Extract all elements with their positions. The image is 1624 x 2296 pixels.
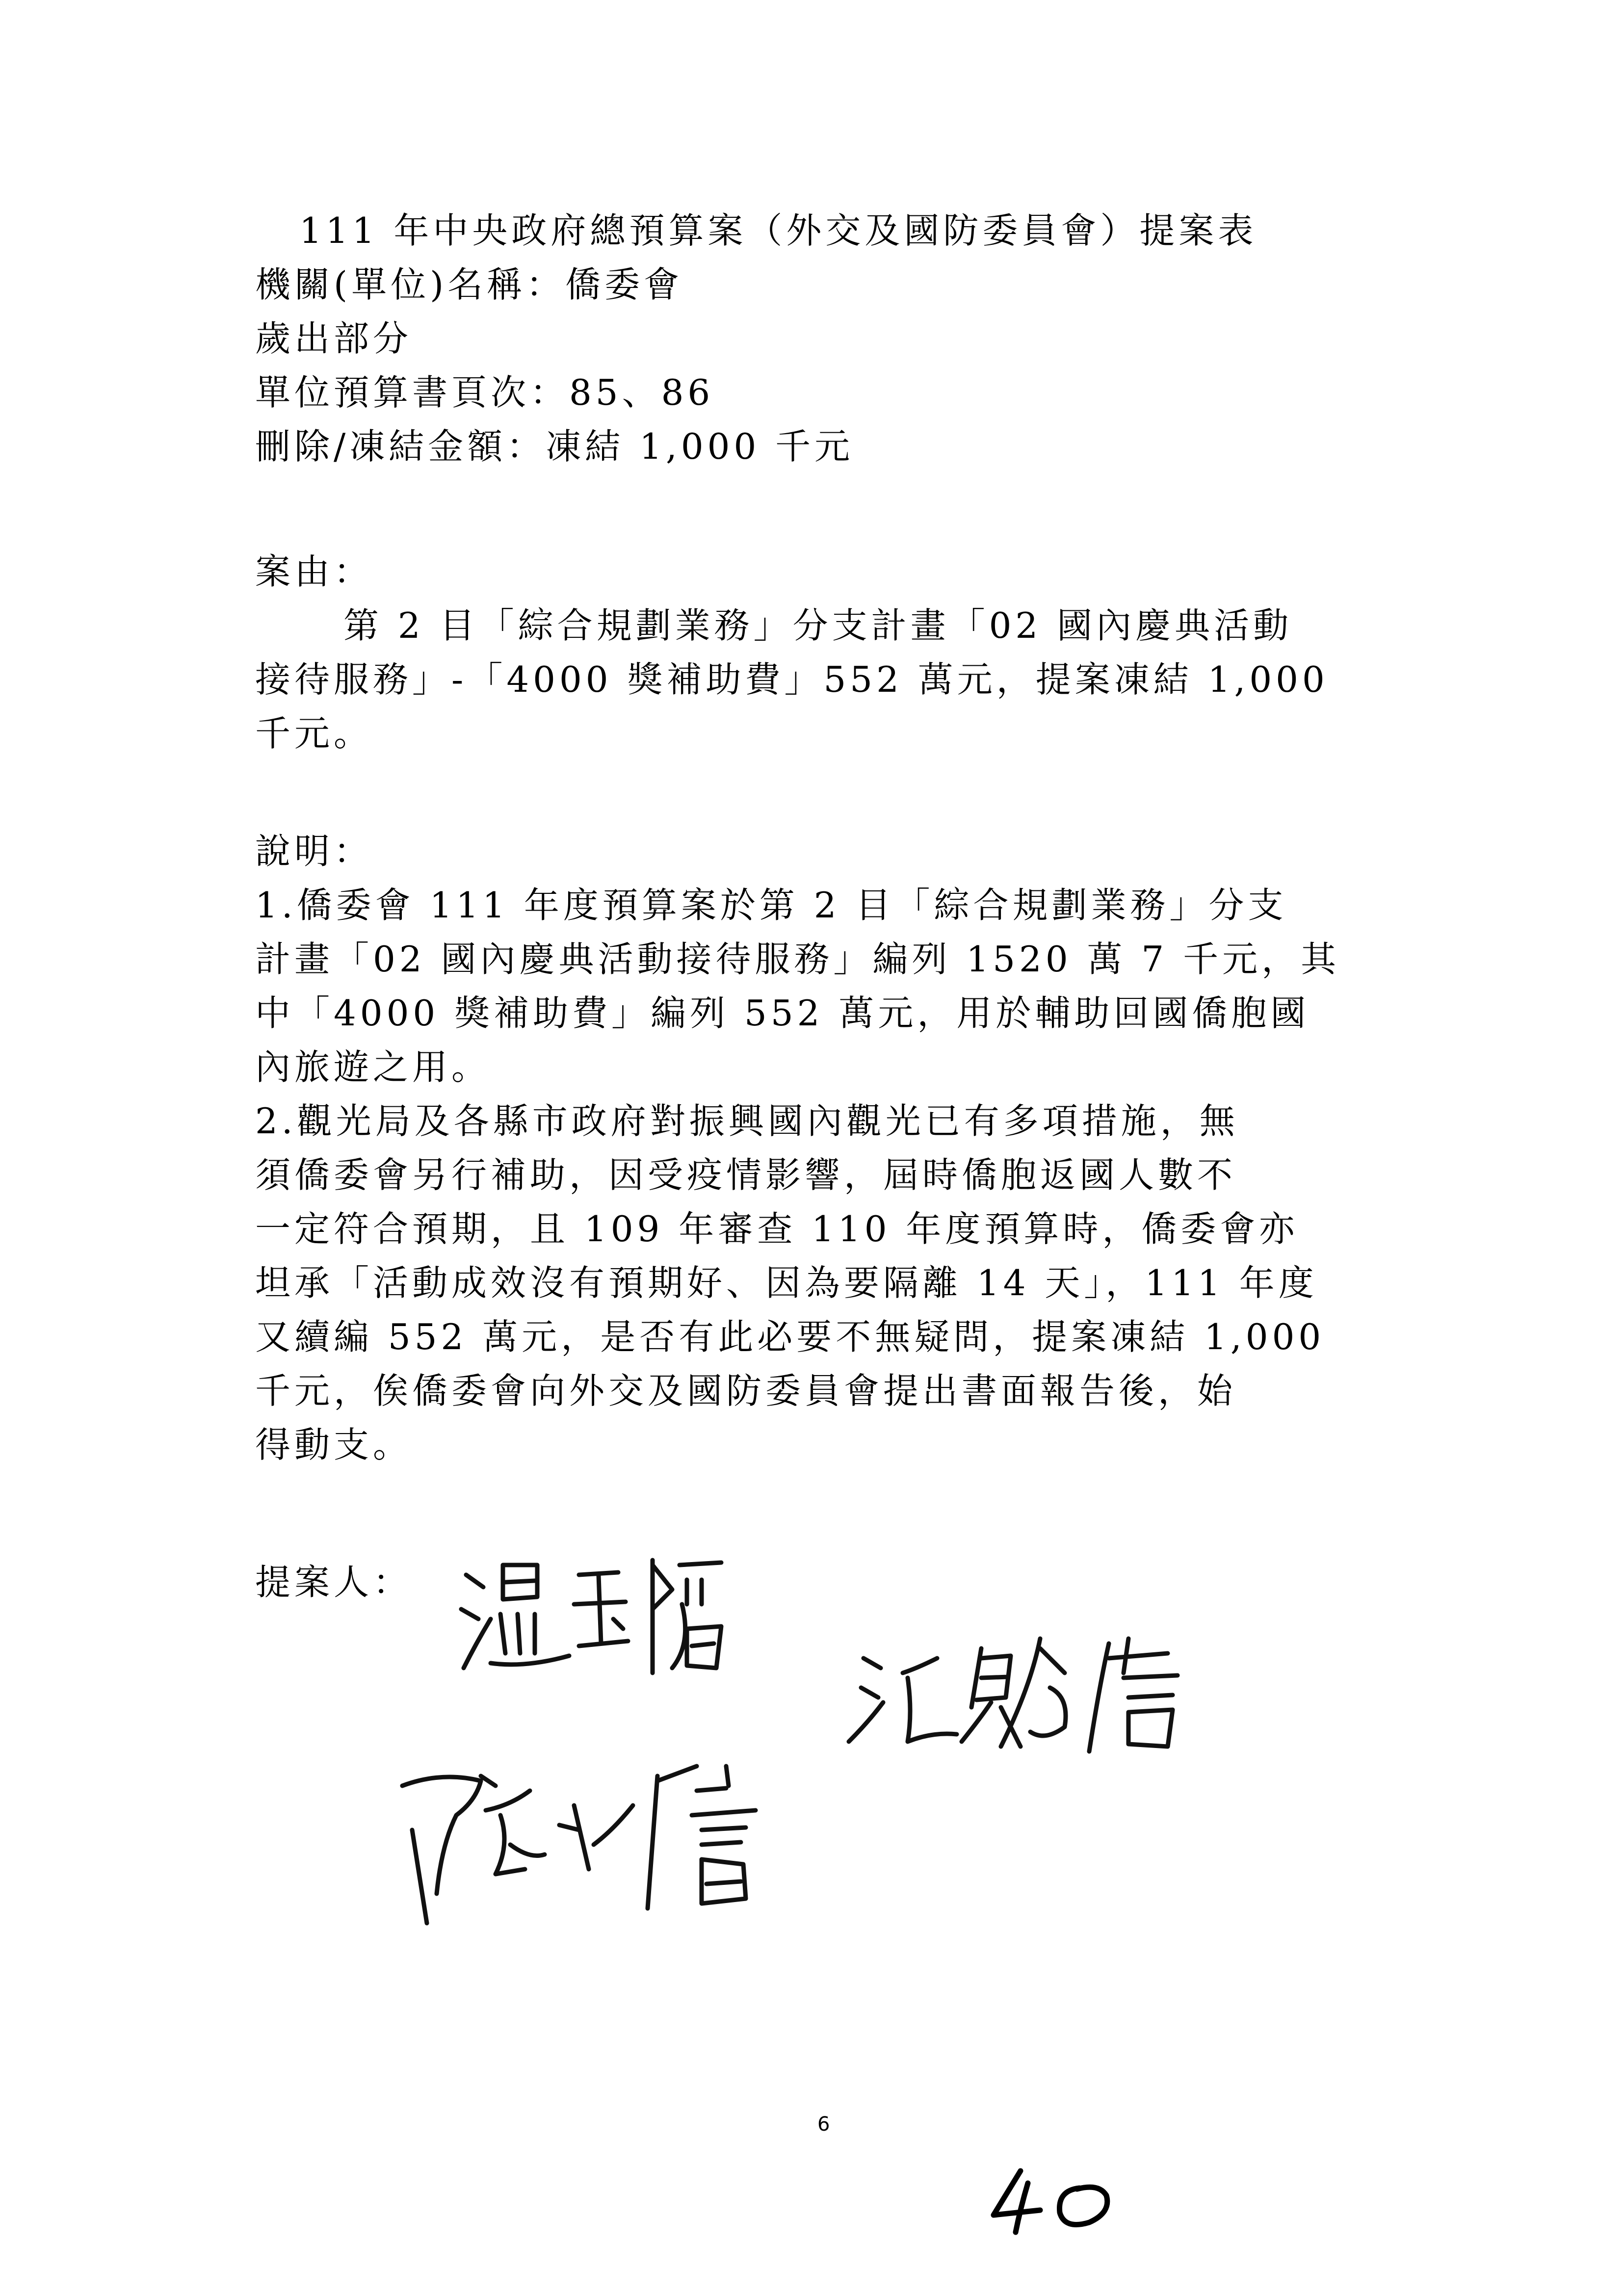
explanation-heading: 說明： bbox=[255, 831, 373, 872]
reason-line: 千元。 bbox=[255, 713, 373, 754]
agency-name: 機關(單位)名稱：僑委會 bbox=[255, 264, 683, 305]
proposer-label: 提案人： bbox=[255, 1562, 413, 1603]
explanation-line: 一定符合預期，且 109 年審查 110 年度預算時，僑委會亦 bbox=[255, 1208, 1299, 1250]
signature-2 bbox=[834, 1629, 1217, 1776]
explanation-line: 又續編 552 萬元，是否有此必要不無疑問，提案凍結 1,000 bbox=[255, 1316, 1325, 1357]
reason-line: 接待服務」-「4000 獎補助費」552 萬元，提案凍結 1,000 bbox=[255, 659, 1329, 700]
explanation-line: 1.僑委會 111 年度預算案於第 2 目「綜合規劃業務」分支 bbox=[255, 885, 1287, 926]
signature-1 bbox=[456, 1545, 741, 1693]
handwritten-page-number bbox=[986, 2164, 1133, 2237]
explanation-line: 千元，俟僑委會向外交及國防委員會提出書面報告後，始 bbox=[255, 1370, 1237, 1411]
explanation-line: 2.觀光局及各縣市政府對振興國內觀光已有多項措施，無 bbox=[255, 1100, 1239, 1142]
reason-heading: 案由： bbox=[255, 551, 373, 592]
explanation-line: 須僑委會另行補助，因受疫情影響，屆時僑胞返國人數不 bbox=[255, 1154, 1237, 1196]
freeze-amount: 刪除/凍結金額：凍結 1,000 千元 bbox=[255, 426, 854, 467]
explanation-line: 計畫「02 國內慶典活動接待服務」編列 1520 萬 7 千元，其 bbox=[255, 939, 1340, 980]
signature-3 bbox=[383, 1747, 805, 1933]
explanation-line: 得動支。 bbox=[255, 1424, 413, 1465]
explanation-line: 坦承「活動成效沒有預期好、因為要隔離 14 天」，111 年度 bbox=[255, 1262, 1318, 1304]
explanation-line: 內旅遊之用。 bbox=[255, 1046, 491, 1088]
document-title: 111 年中央政府總預算案（外交及國防委員會）提案表 bbox=[299, 210, 1257, 251]
page-number: 6 bbox=[817, 2113, 830, 2136]
section-label: 歲出部分 bbox=[255, 318, 413, 359]
explanation-line: 中「4000 獎補助費」編列 552 萬元，用於輔助回國僑胞國 bbox=[255, 992, 1310, 1034]
reason-line: 第 2 目「綜合規劃業務」分支計畫「02 國內慶典活動 bbox=[343, 605, 1293, 646]
budget-pages: 單位預算書頁次：85、86 bbox=[255, 372, 714, 413]
